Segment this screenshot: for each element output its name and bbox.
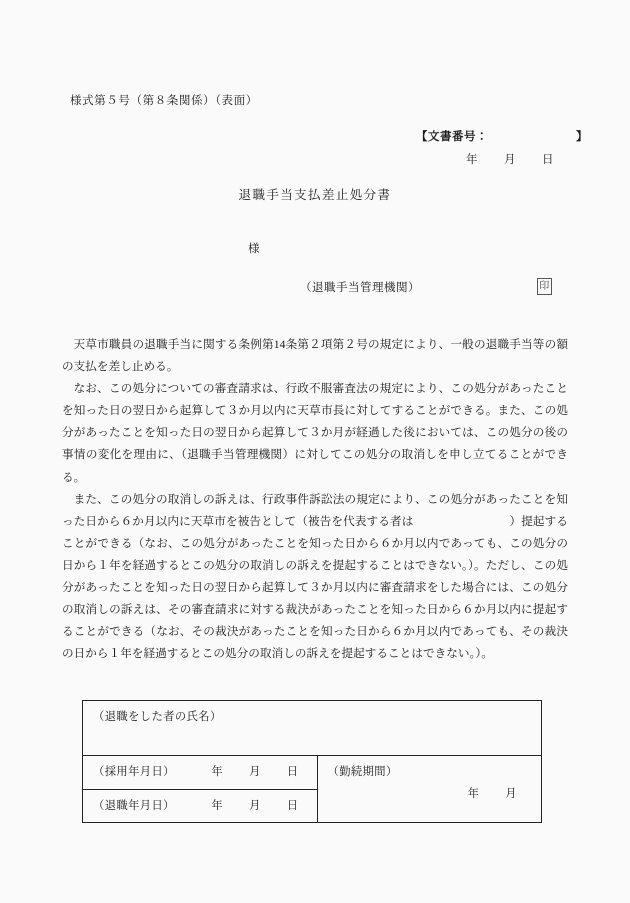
hire-date-label: （採用年月日） [93, 766, 175, 778]
service-period-units [468, 785, 517, 801]
retire-date-label: （退職年月日） [93, 799, 175, 812]
hire-date-day-unit: 日 [286, 766, 299, 778]
issuing-authority-row [300, 278, 552, 295]
document-number-block [328, 128, 588, 167]
retire-date-fields [211, 797, 298, 813]
addressee-honorific: 様 [248, 243, 260, 255]
hire-date-cell[interactable] [83, 756, 318, 790]
body-paragraph-3-part-a: また、この処分の取消しの訴えは、行政事件訴訟法の規定により、この処分があったことを知った日から６か月以内に天草市を被告として（被告を代表する者は [62, 492, 568, 528]
service-period-month-unit: 月 [505, 788, 517, 800]
service-period-label: （勤続期間） [327, 766, 398, 778]
body-paragraph-1: 天草市職員の退職手当に関する条例第14条第２項第２号の規定により、一般の退職手当等の額の支払を差し止める。 [62, 338, 568, 374]
retire-date-cell[interactable] [83, 789, 318, 823]
retire-date-year-unit: 年 [211, 799, 224, 812]
retiree-name-cell[interactable] [83, 701, 542, 756]
hire-date-year-unit: 年 [211, 766, 224, 778]
retire-date-month-unit: 月 [249, 799, 261, 812]
table-row [83, 756, 542, 790]
document-number-line [328, 128, 588, 144]
body-text [62, 334, 568, 665]
retiree-info-table [82, 700, 542, 823]
document-number-open-bracket: 【文書番号： [416, 131, 488, 143]
body-paragraph-2: なお、この処分についての審査請求は、行政不服審査法の規定により、この処分があったことを知った日の翌日から起算して３か月以内に天草市長に対してすることができる。また、この処分があったことを知った日の翌日から起算して３か月が経過した後においては、この処分の後の事情の変化を理由に、（退職手当管理機関）に対してこの処分の取消しを申し立てることができる。 [62, 382, 568, 484]
seal-stamp-icon: 印 [537, 278, 552, 295]
body-paragraph-3 [62, 489, 568, 666]
retire-date-day-unit: 日 [286, 799, 299, 812]
body-paragraph-3-part-b: ）提起することができる（なお、この処分があったことを知った日から６か月以内であっても、この処分の日から１年を経過するとこの処分の取消しの訴えを提起することはできない。）。ただし、この処分があったことを知った日の翌日から起算して３か月以内に審査請求をした場合には、この処分の取消しの訴えは、その審査請求に対する裁決があったことを知った日から６か月以内に提起することができる（なお、その裁決があったことを知った日から６か月以内であっても、その裁決の日から１年を経過するとこの処分の取消しの訴えを提起することはできない。）。 [62, 514, 568, 661]
page-title: 退職手当支払差止処分書 [238, 188, 392, 202]
hire-date-fields [211, 763, 298, 779]
hire-date-month-unit: 月 [249, 766, 261, 778]
issue-date-day-label: 日 [542, 154, 554, 166]
service-period-inner [328, 763, 532, 815]
form-code: 様式第５号（第８条関係）（表面） [70, 95, 258, 107]
retiree-name-label: （退職をした者の氏名） [93, 711, 222, 723]
service-period-year-unit: 年 [467, 788, 480, 800]
issue-date-line [328, 151, 554, 167]
service-period-cell[interactable] [317, 756, 542, 823]
issue-date-month-label: 月 [504, 154, 516, 166]
table-row [83, 701, 542, 756]
document-number-close-bracket: 】 [576, 131, 588, 143]
issue-date-year-label: 年 [466, 154, 478, 166]
issuing-authority-label: （退職手当管理機関） [300, 281, 420, 294]
